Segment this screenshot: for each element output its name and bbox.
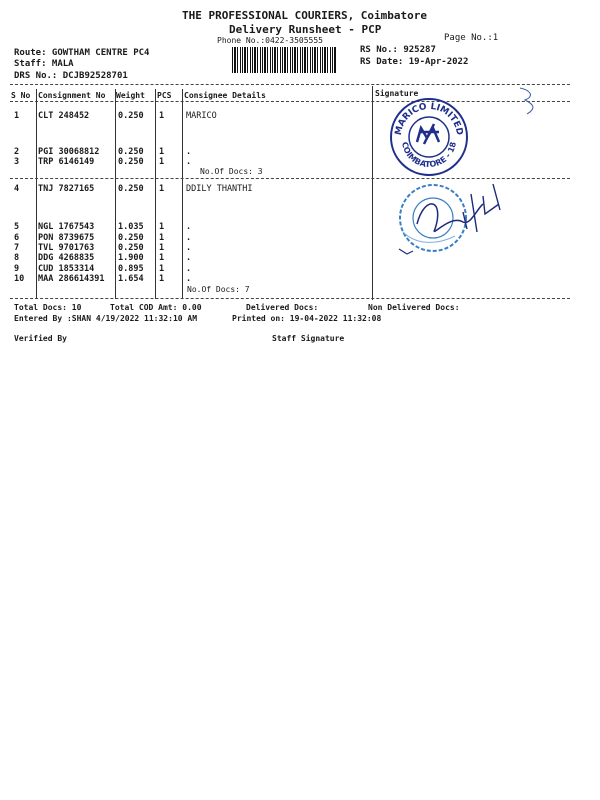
route-label: Route: GOWTHAM CENTRE PC4 <box>14 48 150 58</box>
row-sno: 1 <box>14 111 20 121</box>
table-row <box>0 111 600 122</box>
svg-text:COIMBATORE - 18: COIMBATORE - 18 <box>399 141 458 170</box>
col-header-signature: Signature <box>375 89 419 98</box>
delivered-docs: Delivered Docs: <box>246 303 319 312</box>
row-weight: 0.895 <box>118 264 144 274</box>
svg-text:MARICO LIMITED: MARICO LIMITED <box>393 101 465 137</box>
row-sno: 5 <box>14 222 20 232</box>
printed-on: Printed on: 19-04-2022 11:32:08 <box>232 314 382 323</box>
row-sno: 3 <box>14 157 20 167</box>
row-sno: 7 <box>14 243 20 253</box>
non-delivered-docs: Non Delivered Docs: <box>368 303 460 312</box>
row-weight: 0.250 <box>118 157 144 167</box>
row-weight: 0.250 <box>118 243 144 253</box>
group-doc-count: No.Of Docs: 3 <box>200 167 263 176</box>
row-weight: 0.250 <box>118 147 144 157</box>
company-seal-stamp <box>388 96 470 178</box>
row-sno: 9 <box>14 264 20 274</box>
row-details: . <box>186 147 192 157</box>
barcode-image <box>232 47 336 73</box>
row-details: . <box>186 253 192 263</box>
table-row <box>0 274 600 285</box>
header-bottom-rule <box>10 101 570 102</box>
table-row <box>0 157 600 168</box>
row-consignment: CLT 248452 <box>38 111 90 121</box>
group-doc-count: No.Of Docs: 7 <box>187 285 250 294</box>
row-pcs: 1 <box>159 222 165 232</box>
row-weight: 1.035 <box>118 222 144 232</box>
row-details: . <box>186 274 192 284</box>
col-header-sno: S No <box>11 91 31 100</box>
pen-mark-icon <box>515 86 545 116</box>
row-weight: 0.250 <box>118 111 144 121</box>
col-header-consignment: Consignment No <box>38 91 106 100</box>
row-pcs: 1 <box>159 233 165 243</box>
col-header-consignee: Consignee Details <box>184 91 266 100</box>
col-header-pcs: PCS <box>157 91 172 100</box>
row-details: . <box>186 243 192 253</box>
row-details: . <box>186 233 192 243</box>
row-weight: 0.250 <box>118 184 144 194</box>
row-consignment: TNJ 7827165 <box>38 184 95 194</box>
row-sno: 8 <box>14 253 20 263</box>
row-pcs: 1 <box>159 157 165 167</box>
row-details: . <box>186 264 192 274</box>
header-top-rule <box>10 84 570 85</box>
col-header-weight: Weight <box>116 91 145 100</box>
entered-by: Entered By :SHAN 4/19/2022 11:32:10 AM <box>14 314 198 323</box>
rs-number: RS No.: 925287 <box>360 45 436 55</box>
row-pcs: 1 <box>159 264 165 274</box>
row-details: . <box>186 222 192 232</box>
company-title: THE PROFESSIONAL COURIERS, Coimbatore <box>182 9 428 22</box>
row-pcs: 1 <box>159 147 165 157</box>
staff-signature-label: Staff Signature <box>272 334 345 343</box>
row-details: DDILY THANTHI <box>186 184 253 194</box>
delivery-stamp-with-signature <box>395 174 520 274</box>
row-details: . <box>186 157 192 167</box>
row-sno: 10 <box>14 274 25 284</box>
row-pcs: 1 <box>159 274 165 284</box>
drs-number: DRS No.: DCJB92528701 <box>14 71 128 81</box>
row-weight: 1.900 <box>118 253 144 263</box>
row-consignment: MAA 286614391 <box>38 274 105 284</box>
row-consignment: CUD 1853314 <box>38 264 95 274</box>
row-weight: 1.654 <box>118 274 144 284</box>
row-consignment: DDG 4268835 <box>38 253 95 263</box>
row-pcs: 1 <box>159 111 165 121</box>
row-consignment: PGI 30068812 <box>38 147 100 157</box>
row-consignment: PON 8739675 <box>38 233 95 243</box>
table-bottom-rule <box>10 298 570 299</box>
total-cod-amount: Total COD Amt: 0.00 <box>110 303 202 312</box>
row-details: MARICO <box>186 111 217 121</box>
page-number: Page No.:1 <box>444 33 499 43</box>
row-sno: 4 <box>14 184 20 194</box>
row-consignment: NGL 1767543 <box>38 222 95 232</box>
rs-date: RS Date: 19-Apr-2022 <box>360 57 469 67</box>
row-consignment: TRP 6146149 <box>38 157 95 167</box>
document-subtitle: Delivery Runsheet - PCP <box>229 23 382 36</box>
verified-by-label: Verified By <box>14 334 67 343</box>
phone-number: Phone No.:0422-3505555 <box>217 36 323 45</box>
row-pcs: 1 <box>159 243 165 253</box>
total-docs: Total Docs: 10 <box>14 303 82 312</box>
staff-label: Staff: MALA <box>14 59 74 69</box>
row-weight: 0.250 <box>118 233 144 243</box>
row-sno: 6 <box>14 233 20 243</box>
row-sno: 2 <box>14 147 20 157</box>
row-consignment: TVL 9701763 <box>38 243 95 253</box>
row-pcs: 1 <box>159 184 165 194</box>
row-pcs: 1 <box>159 253 165 263</box>
